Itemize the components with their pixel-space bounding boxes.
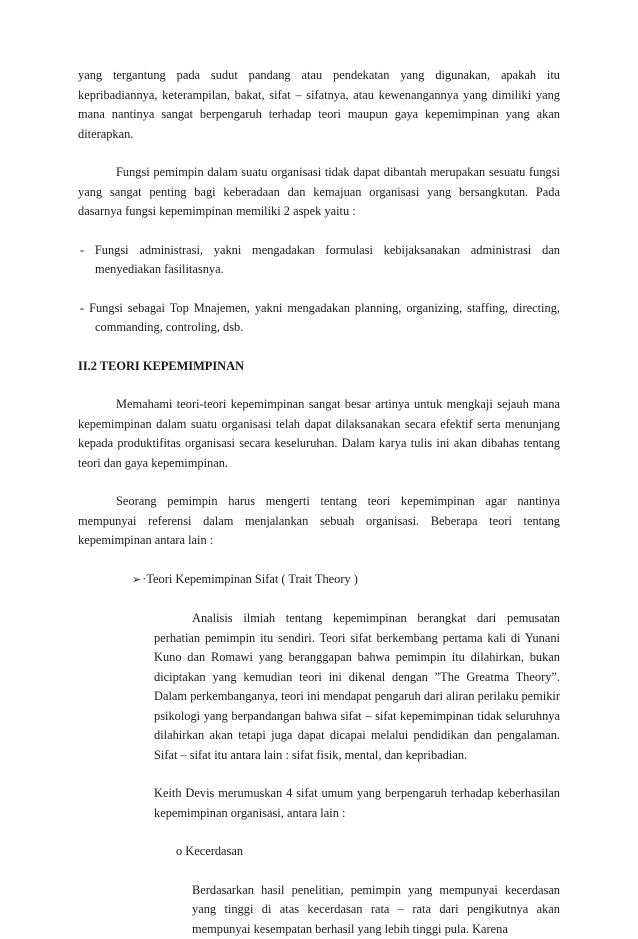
arrow-bullet-icon: ➢ (132, 571, 141, 591)
section-heading: II.2 TEORI KEPEMIMPINAN (78, 357, 560, 377)
body-paragraph-2: Seorang pemimpin harus mengerti tentang teori kepemimpinan agar nantinya mempunyai referensi dalam menjalankan sebuah organisasi. Beberapa teori tentang kepemimpinan antara lain : (78, 492, 560, 551)
theory-paragraph-2: Keith Devis merumuskan 4 sifat umum yang berpengaruh terhadap keberhasilan kepemimpinan organisasi, antara lain : (78, 784, 560, 823)
intro-paragraph: yang tergantung pada sudut pandang atau pendekatan yang digunakan, apakah itu kepribadiannya, keterampilan, bakat, sifat – sifatnya, atau kewenangannya yang dimiliki yang mana nantinya sangat berpengaruh terhadap teori maupun gaya kepemimpinan yang akan diterapkan. (78, 66, 560, 144)
list-item-top-manajemen: - Fungsi sebagai Top Mnajemen, yakni mengadakan planning, organizing, staffing, directing, commanding, controling, dsb. (78, 299, 560, 338)
theory-paragraph-1: Analisis ilmiah tentang kepemimpinan berangkat dari pemusatan perhatian pemimpin itu sendiri. Teori sifat berkembang pertama kali di Yunani Kuno dan Romawi yang beranggapan bahwa pemimpin itu dilahirkan, bukan diciptakan yang kemudian teori ini dikenal dengan ”The Greatma Theory”. Dalam perkembanganya, teori ini mendapat pengaruh dari aliran perilaku pemikir psikologi yang berpandangan bahwa sifat – sifat kepemimpinan tidak seluruhnya dilahirkan akan tetapi juga dapat dicapai melalui pendidikan dan pengalaman. Sifat – sifat itu antara lain : sifat fisik, mental, dan kepribadian. (78, 609, 560, 765)
fungsi-paragraph: Fungsi pemimpin dalam suatu organisasi tidak dapat dibantah merupakan sesuatu fungsi yang sangat penting bagi keberadaan dan kemajuan organisasi yang bersangkutan. Pada dasarnya fungsi kepemimpinan memiliki 2 aspek yaitu : (78, 163, 560, 222)
list-item-administrasi: - Fungsi administrasi, yakni mengadakan formulasi kebijaksanakan administrasi dan menyediakan fasilitasnya. (78, 241, 560, 280)
trait-title: o Kecerdasan (78, 842, 560, 862)
body-paragraph-1: Memahami teori-teori kepemimpinan sangat besar artinya untuk mengkaji sejauh mana kepemimpinan dalam suatu organisasi telah dapat dilaksanakan secara efektif serta menunjang kepada produktifitas organisasi secara keseluruhan. Dalam karya tulis ini akan dibahas tentang teori dan gaya kepemimpinan. (78, 395, 560, 473)
theory-bullet (78, 570, 560, 591)
theory-title: ·Teori Kepemimpinan Sifat ( Trait Theory ) (142, 572, 358, 586)
trait-paragraph: Berdasarkan hasil penelitian, pemimpin yang mempunyai kecerdasan yang tinggi di atas kecerdasan rata – rata dari pengikutnya akan mempunyai kesempatan berhasil yang lebih tinggi pula. Karena (78, 881, 560, 939)
